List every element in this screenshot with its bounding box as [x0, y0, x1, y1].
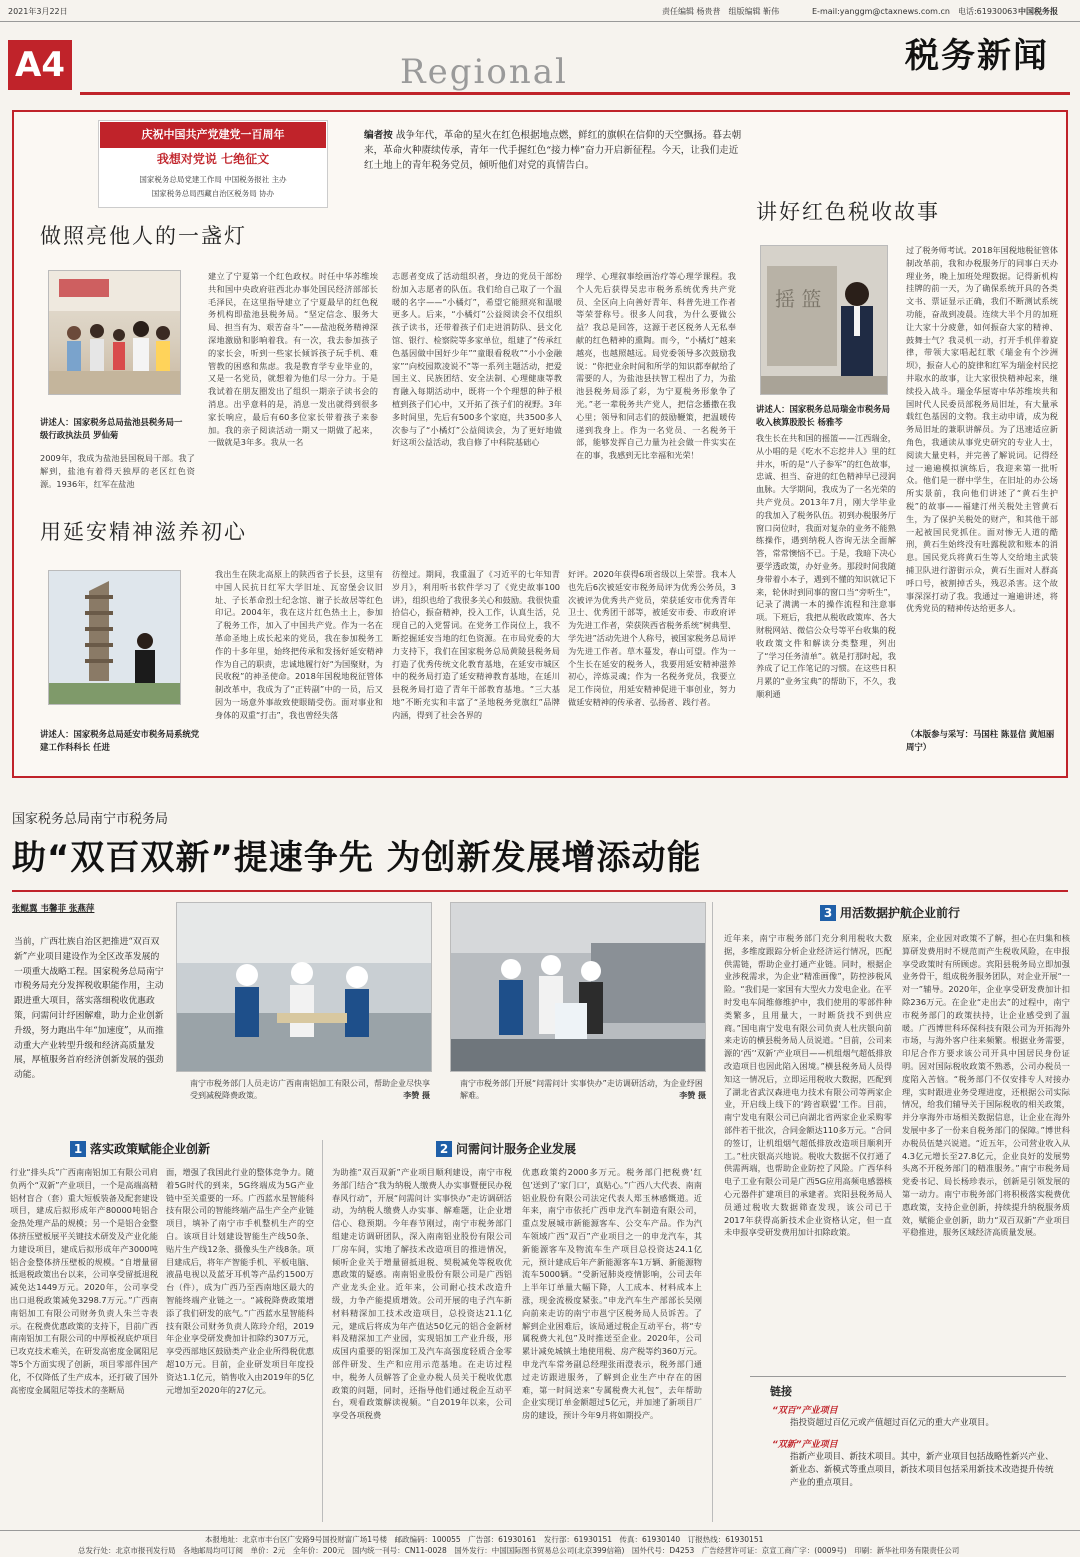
- header-rule: [80, 92, 1070, 95]
- story3-photo: [48, 570, 181, 705]
- group-photo-illustration: [49, 271, 181, 395]
- section3-col1: 近年来，南宁市税务部门充分利用税收大数据，多维度跟踪分析企业经济运行情况，匹配供需链，帮助企业打通产业链。同时，根据企业涉税需求，为企业“精准画像”，防控涉税风险。“我们是一家国有大型火力发电企业。在平时发电车间维修维护中，我们使用的零部件种类繁多，且用量大，一时断货找不到供应商。”国电南宁发电有限公司负责人杜庆银向前来走访的横县税务局人员说道。“目前，公司来源的‘西’‘双新’产业项目——机组烟气超低排放改造项目也因此陷入困境。”横县税务局人员得知这一情况后，立即运用税收大数据，匹配到了湖北省武汉森进电力技术有限公司等两家企业，开启线上线下的‘跨省联盟’工作。目前，南宁发电有限公司已向湖北省两家企业采购零部件若干批次，合同金额达110多万元。“合同的签订，让机组烟气超低排放改造项目顺利开工。”杜庆银高兴地说。税收大数据不仅打通了供需两端，也帮助企业防控了风险。广西华科电子工业有限公司是广西5G应用高频电感器核心元器件扩建项目的承建者。宾阳县税务局人员通过税收大数据筛查发现，该公司已于2017年获得高新技术企业资格认定，但一直未申报享受研发费用加计扣除政策。: [724, 933, 892, 1238]
- section3-number: 3: [820, 905, 836, 921]
- page-number: A4: [8, 40, 72, 90]
- photo1-credit: 李赞 摄: [403, 1091, 430, 1100]
- story2-photo: [760, 245, 888, 395]
- story2-byline: （本版参与采写：马国柱 陈显信 黄旭丽 周宁）: [906, 729, 1055, 752]
- story2-title: 讲好红色税收故事: [756, 200, 940, 224]
- svg-text:摇 篮: 摇 篮: [775, 287, 822, 311]
- feature-photo-1: [176, 902, 432, 1072]
- story2-col2: 我生长在共和国的摇篮——江西瑞金，从小唱的是《吃水不忘挖井人》里的红井水，听的是“八子参军”的红色故事，忠诚、担当、奋进的红色精神早已浸润血脉。大学期间，我成为了一名光荣的共产党员。2013年7月，刚大学毕业的我加入了税务队伍。初到办税服务厅窗口岗位时，我面对复杂的业务不能熟练操作，遇到纳税人咨询无法全面解答，常常懊恼不已。于是，我暗下决心要学透政策，办好业务。那段时间我随身带着小本子，遇到不懂的知识就记下来，轮休时到同事的窗口当“旁听生”，记录了满满一本的操作流程和注意事项。下班后，我把从税收政策库、各大财税网站、微信公众号等平台收集的税收政策文件和解读分类整理，列出了“学习任务清单”。就是打那时起，我养成了记工作笔记的习惯。在这些日积月累的“业务宝典”的帮助下，不久，我顺利通: [756, 433, 896, 699]
- story3-col1: 我出生在陕北高原上的陕西省子长县，这里有中国人民抗日红军大学旧址、瓦窑堡会议旧址、子长革命烈士纪念馆、谢子长故居等红色印记。2004年，我在这片红色热土上，参加了税务工作，加入了中国共产党。作为一名在革命圣地上成长起来的党员，我在参加税务工作的十多年里，始终把传承和发扬好延安精神作为自己的职责，忠诚地履行好“为国聚财，为民收税”的神圣使命。2018年国税地税征管体制改革中，我成为了“正转副”中的一员，后又因为一场意外事故致使眼睛受伤。面对事业和身体的双重“打击”，我也曾经失落: [215, 569, 383, 720]
- link2-text: 指新产业项目、新技术项目。其中，新产业项目包括战略性新兴产业、新业态、新模式等重点项目，新技术项目包括采用新技术改造提升传统产业的重点项目。: [790, 1452, 1054, 1488]
- section2-col1: 为助推“双百双新”产业项目顺利建设，南宁市税务部门结合“我为纳税人缴费人办实事暨便民办税春风行动”，开展“问需问计 实事快办”走访调研活动，为纳税人缴费人办实事、解难题，让企业增信心、稳预期。今年春节刚过，南宁市税务部门组建走访调研团队，深入南南铝业股份有限公司厂房车间，实地了解技术改造项目的推进情况，倾听企业关于增量留抵退税、契税减免等税收优惠政策的疑惑。南南铝业股份有限公司是广西铝产业龙头企业。近年来，公司耐心技术改造升级，力争产能提质增效。公司开展的电子汽车新材料精深加工技术改造项目，总投资达21.1亿元，建成后将成为年产值达50亿元的铝合金新材料及精深加工产业园，实现铝加工产业升级，形成国内重要的铝深加工及汽车高强度轻质合金零部件研发、生产和应用示范基地。在走访过程中，税务人员解答了企业办税人员关于税收优惠政策的问题，同时，还指导他们通过税企互动平台，观看政策解读视频。“自2019年以来，公司享受各项税费: [332, 1167, 512, 1421]
- story3-caption: 讲述人：国家税务总局延安市税务局系统党建工作科科长 任进: [40, 729, 200, 752]
- editors: 责任编辑 杨贵普 组版编辑 靳伟: [662, 7, 780, 16]
- column-banner: 庆祝中国共产党建党一百周年: [100, 122, 326, 148]
- issue-date: 2021年3月22日: [8, 7, 68, 16]
- story3-title: 用延安精神滋养初心: [40, 520, 247, 544]
- section2-number: 2: [436, 1141, 452, 1157]
- story2-caption: 讲述人：国家税务总局瑞金市税务局收入核算股股长 杨雅芩: [756, 404, 890, 427]
- organizer-credit: 国家税务总局党建工作局 中国税务报社 主办: [139, 175, 287, 184]
- story1-caption: 讲述人：国家税务总局盐池县税务局一级行政执法员 罗仙菊: [40, 417, 183, 440]
- column-subtitle: 我想对党说 七绝征文: [156, 152, 270, 166]
- section2-heading: [436, 1140, 576, 1157]
- corner-ornament: [1054, 110, 1068, 124]
- section3-heading: [820, 904, 960, 921]
- section2-title: 问需问计服务企业发展: [456, 1142, 577, 1156]
- section1-col2: 面，增强了我国此行业的整体竞争力。随着5G时代的到来，5G终端成为5G产业链中至关重要的一环。广西蓝水星智能科技有限公司的智能终端产品生产全产业链项目，填补了南宁市手机整机生产的空白。该项目计划建设智能生产线50条、贴片生产线12条、摄像头生产线8条。项目建成后，将年产智能手机、平板电脑、液晶电视以及蓝牙耳机等产品约1500万台（件），成为广西乃至西南地区最大的智能终端产业链之一。“减税降费政策增添了我们研发的底气。”广西蓝水星智能科技有限公司财务负责人陈玲介绍，2019年企业享受研发费加计扣除约307万元，享受西部地区鼓励类产业企业所得税优惠超10万元。目前，企业研发项目年度投资达1.1亿元，销售收入由2019年的5亿元增加至2020年的27亿元。: [166, 1167, 314, 1395]
- footer-line1: 本报地址：北京市丰台区广安路9号国投财富广场1号楼 邮政编码：100055 广告部：61930161 发行部：61930151 传真：61930140 订报热线：61930151: [205, 1535, 764, 1544]
- link1-text: 指投资超过百亿元或产值超过百亿元的重大产业项目。: [790, 1418, 995, 1428]
- workshop-visit-illustration: [451, 903, 706, 1072]
- link-label: 链接: [770, 1385, 792, 1398]
- pagoda-photo-illustration: [49, 571, 181, 705]
- factory-visit-illustration: [177, 903, 432, 1072]
- footer: [0, 1530, 1080, 1557]
- story1-col1: 2009年，我成为盐池县国税局干部。我了解到，盐池有着得天独厚的老区红色资源。1936年，红军在盐池: [40, 453, 195, 489]
- editor-note-label: 编者按: [364, 130, 393, 141]
- link1-title: “双百”产业项目: [772, 1406, 838, 1416]
- corner-ornament: [12, 110, 26, 124]
- section-title: 税务新闻: [905, 36, 1049, 76]
- feature-authors: 张鲲翼 韦馨菲 张燕萍: [12, 904, 95, 914]
- story2-col1: 过了税务师考试。2018年国税地税征管体制改革前，我和办税服务厅的同事白天办理业务，晚上加班处理数据。记得新机构挂牌的前一天，为了确保系统开具的各类文书、票证显示正确，我们不断测试系统功能，奋战到凌晨。连续大半个月的加班让大家十分疲惫，如何振奋大家的精神、鼓舞士气？我灵机一动，打开手机伴着旋律，带领大家唱起红歌《瑞金有个沙洲坝》，振奋人心的旋律和红军为瑞金村民挖井取水的故事，让大家很快精神起来，继续投入战斗。瑞金华屋寄中华苏维埃共和国时代人民委员部税务局旧址，有大量承载红色基因的文物。我主动申请，成为税务局旧址的兼职讲解员。为了迅速适应新角色，我通读从事党史研究的专业人士，阅读大量史料，并完善了解说词。记得经过一遍遍模拟演练后，我迎来第一批听众。他们是一群中学生，在旧址的办公场所实景前，我向他们讲述了“黄石生护税”的故事——福建汀州关税处主管黄石生，为了保护关税处的财产，和其他干部一起被国民党抓住。面对惨无人道的酷刑，黄石生始终没有吐露税款和账本的消息。国民党兵将黄石生等人交给地主武装捕卫队进行游街示众，黄石生面对人群高呼口号，被割掉舌头，残忍杀害。这个故事深深打动了我。我通过一遍遍讲述，将优秀党员的精神传达给更多人。: [906, 245, 1058, 614]
- section1-number: 1: [70, 1141, 86, 1157]
- section2-col2: 优惠政策约2000多万元。税务部门把税费‘红包’送到了‘家门口’，真贴心。”广西八大代表、南南铝业股份有限公司法定代表人郑玉林感慨道。近年来，南宁市依托广西申龙汽车制造有限公司，重点发展城市新能源客车、公交车产品。作为汽车领域广西“双百”产业项目之一的申龙汽车，其新能源客车及物流车生产项目总投资达24.1亿元，预计建成后年产新能源客车1万辆、新能源物流车5000辆。“受新冠肺炎疫情影响，公司去年上半年订单量大幅下降，人工成本、材料成本上涨，现金流极度紧张。”申龙汽车生产部部长吴刚向前来走访的南宁市邕宁区税务局人员诉苦。了解到企业困难后，该局通过税企互动平台，将“专属税费大礼包”及时推送至企业。2020年，公司累计减免城镇土地使用税、房产税等约360万元。申龙汽车常务副总经理张雨澄表示，税务部门通过走访跟进服务，了解到企业生产中存在的困难，第一时间送来“专属税费大礼包”，去年帮助企业实现订单金额超过5亿元，并加速了新项目厂房的建设，预计今年9月将如期投产。: [522, 1167, 702, 1421]
- story1-col3: 志愿者变成了活动组织者，身边的党员干部纷纷加入志愿者的队伍。我们给自己取了一个温暖的名字——“小橘灯”，希望它能照亮和温暖更多人。后来，“小橘灯”公益阅读会不仅组织孩子读书，还带着孩子们走进消防队、县文化馆、银行、检察院等多家单位，组建了“传承红色基因做中国好少年”“童眼看税收”“小小金融家”“向校园欺凌说不”等一系列主题活动，把爱国主义、民族团结、安全法制、心理健康等教育融入每期活动中，既将一个个理想的种子根植到孩子们心中，又开拓了孩子们的视野。3年多时间里，先后有500多个家庭，共3500多人次参与了“小橘灯”公益阅读会，为了更好地做好这项公益活动，我自修了中科院基础心: [392, 271, 562, 448]
- section3-col2: 原来，企业因对政策不了解，担心在归集和核算研发费用时不规范而产生税收风险，在申报享受政策时有所顾虑。宾阳县税务局立即加强业务骨干，组成税务服务团队，对企业开展“一对一”辅导。2020年，企业享受研发费加计扣除236万元。在企业“走出去”的过程中，南宁市税务部门的政策扶持，让企业感受到了温暖。广西博世科环保科技有限公司为开拓海外市场，与海外客户往来频繁。根据业务需要，印尼合作方要求该公司开具中国居民身份证明。因对国际税收政策不熟悉，公司办税员一度陷入苦恼。“税务部门不仅安排专人对接办理，实时跟进业务受理进度，还根据公司实际情况，给我们辅导关于国际税收的相关政策，并分享海外市场相关数据信息，让企业在海外发展中多了一份来自税务部门的保障。”博世科办税员伍楚兴说道。“近五年，公司营业收入从4.3亿元增长至27.8亿元，企业良好的发展势头离不开税务部门的精准服务。”南宁市税务局党委书记、局长杨珍表示，创新是引领发展的第一动力。南宁市税务部门将积极落实税费优惠政策，支持企业创新，持续提升纳税服务质效，赋能企业创新，助力“双百双新”产业项目平稳推进，服务区域经济高质量发展。: [902, 933, 1070, 1238]
- photo1-caption-text: 南宁市税务部门人员走访广西南南铝加工有限公司，帮助企业尽快享受到减税降费政策。: [190, 1079, 430, 1100]
- link2-title: “双新”产业项目: [772, 1440, 838, 1450]
- top-bar: [0, 0, 1080, 22]
- feature-lede: 当前，广西壮族自治区把推进“双百双新”产业项目建设作为全区改革发展的一项重大战略工程。国家税务总局南宁市税务局充分发挥税收职能作用，主动跟进重大项目，落实落细税收优惠政策，问需问计纾困解难，助力企业创新升级，努力跑出牛年“加速度”，从而推动重大产业转型升级和经济高质量发展，厚植服务首府经济创新发展的强劲动能。: [14, 937, 164, 1081]
- feature-photo2-caption: [460, 1078, 706, 1102]
- regional-label: Regional: [400, 52, 568, 92]
- paper-name: 中国税务报: [1018, 7, 1058, 16]
- portrait-illustration: [761, 246, 888, 395]
- story1-photo: [48, 270, 181, 395]
- corner-ornament: [12, 764, 26, 778]
- link-box: [750, 1376, 1066, 1524]
- section1-title: 落实政策赋能企业创新: [90, 1142, 211, 1156]
- editor-note-text: 战争年代，革命的星火在红色根据地点燃，鲜红的旗帜在信仰的天空飘扬。暮去朝来，革命火种赓续传承，青年一代手握红色“接力棒”奋力开启新征程。今天，让我们走近红土地上的青年税务党员，倾听他们对党的真情告白。: [364, 130, 742, 171]
- photo2-credit: 李赞 摄: [679, 1091, 706, 1100]
- feature-rule: [12, 890, 1068, 892]
- story1-col2: 建立了宁夏第一个红色政权。时任中华苏维埃共和国中央政府驻西北办事处国民经济部部长毛泽民，在这里指导建立了宁夏最早的红色税务机构即盐池县税务局。“坚定信念、服务大局、担当有为、艰苦奋斗”——盐池税务精神深深地激励和影响着我。有一次，我去参加孩子的家长会，听到一些家长倾诉孩子玩手机、难管教的困惑和焦虑。我是教育学专业毕业的，又是一名党员，就想着为他们尽一分力。于是我试着在朋友圈发出了组织一期亲子读书会的消息。出乎意料的是，消息一发出就得到很多家长响应，最后有60多位家长带着孩子来参加。我的亲子阅读活动一期又一期做了起来，一做就是3年多。我从一名: [208, 271, 378, 448]
- feature-photo1-caption: [190, 1078, 430, 1102]
- column-divider: [712, 902, 713, 1522]
- section1-heading: [70, 1140, 210, 1157]
- co-organizer-credit: 国家税务总局西藏自治区税务局 协办: [151, 189, 275, 198]
- editor-note: [364, 128, 744, 173]
- corner-ornament: [1054, 764, 1068, 778]
- story1-title: 做照亮他人的一盏灯: [40, 224, 247, 248]
- section3-title: 用活数据护航企业前行: [840, 906, 961, 920]
- section1-col1: 行业“排头兵”广西南南铝加工有限公司肩负两个“双新”产业项目，一个是高端高精铝材盲合（套）重大短板装备及配套建设项目，建成后拟形成年产80000吨铝合金热处理产品的规模；另一个是铝合金整体挤压壁板展平关键技术研发及产业化能力建设项目，建成后拟形成年产3000吨铝合金整体挤压壁板的规模。“自增量留抵退税政策出台以来，公司享受留抵退税减免达1449万元。2020年，公司享受出口退税政策减免3298.7万元。”广西南南铝加工有限公司财务负责人朱兰寺表示。在税费优惠政策的支持下，目前广西南南铝加工有限公司的中厚板视底炉项目已攻克技术难关，在研发高密度金属阻尼等5个方面实现了创新，项目零部件国产化，不仅降低了生产成本，还打破了国外高密度金属阻尼等技术的垄断局: [10, 1167, 158, 1395]
- feature-photo-2: [450, 902, 706, 1072]
- feature-headline: 助“双百双新”提速争先 为创新发展增添动能: [12, 838, 702, 878]
- contact: E-mail:yanggm@ctaxnews.com.cn 电话:61930063: [812, 7, 1018, 16]
- story1-col4: 理学、心理叙事绘画治疗等心理学课程。我个人先后获得吴忠市税务系统优秀共产党员、全区向上向善好青年、科普先进工作者等荣誉称号。很多人问我，为什么要做公益？我总是回答，这源于老区税务人无私奉献的红色精神的熏陶。而今，“小橘灯”越来越亮，也越照越远。局党委领导多次鼓励我说：“你把业余时间和所学的知识都奉献给了需要的人，为盐池县扶智工程出了力，为盐池县税务局添了彩，为宁夏税务形象争了光。”老一辈税务共产党人，把信念播撒在我心里；领导和同志们的鼓励鞭策，把温暖传递到我身上。作为一名党员、一名税务干部，能够发挥自己力量为社会做一件实实在在的事，我感到无比幸福和光荣！: [576, 271, 736, 461]
- footer-line2: 总发行处：北京市报刊发行局 各地邮局均可订阅 单价：2元 全年价：200元 国内统一刊号：CN11-0028 国外发行：中国国际图书贸易总公司(北京399信箱) 国外代号：D4253 广告经营许可证：京宣工商广字：(0009号) 印刷：新华社印务有限责任公司: [78, 1546, 960, 1555]
- photo2-caption-text: 南宁市税务部门开展“问需问计 实事快办”走访调研活动，为企业纾困解难。: [460, 1079, 703, 1100]
- feature-organization: 国家税务总局南宁市税务局: [12, 812, 169, 827]
- story3-col3: 好评。2020年获得6项省级以上荣誉。我本人也先后6次被延安市税务局评为优秀公务员，3次被评为优秀共产党员，荣获延安市优秀青年卫士、优秀团干部等，被延安市委、市政府评为先进工作者，荣获陕西省税务系统“树典型、学先进”活动先进个人称号，被国家税务总局评为先进工作者。草木蔓发，春山可望。作为一个生长在延安的税务人，我要用延安精神滋养初心，淬炼灵魂；作为一名税务党员，我要立足工作岗位，用延安精神促进干事创业，努力做延安精神的传承者、弘扬者、践行者。: [568, 569, 736, 707]
- column-divider: [322, 1140, 323, 1522]
- story3-col2: 彷徨过。期间，我重温了《习近平的七年知青岁月》，利用听书软件学习了《党史故事100讲》，组织也给了我很多关心和鼓励。我很快重拾信心，振奋精神，投入工作，认真生活，兑现自己的入党誓词。在党务工作岗位上，我不断挖掘延安当地的红色资源。在市局党委的大力支持下，我们在国家税务总局黄陵县税务局打造了优秀传统文化教育基地，在延安市城区中的税务局打造了延安精神教育基地，在延川县税务局打造了青年干部教育基地。“三大基地”不断充实和丰富了“圣地税务党旗红”品牌内涵，得到了社会各界的: [392, 569, 560, 720]
